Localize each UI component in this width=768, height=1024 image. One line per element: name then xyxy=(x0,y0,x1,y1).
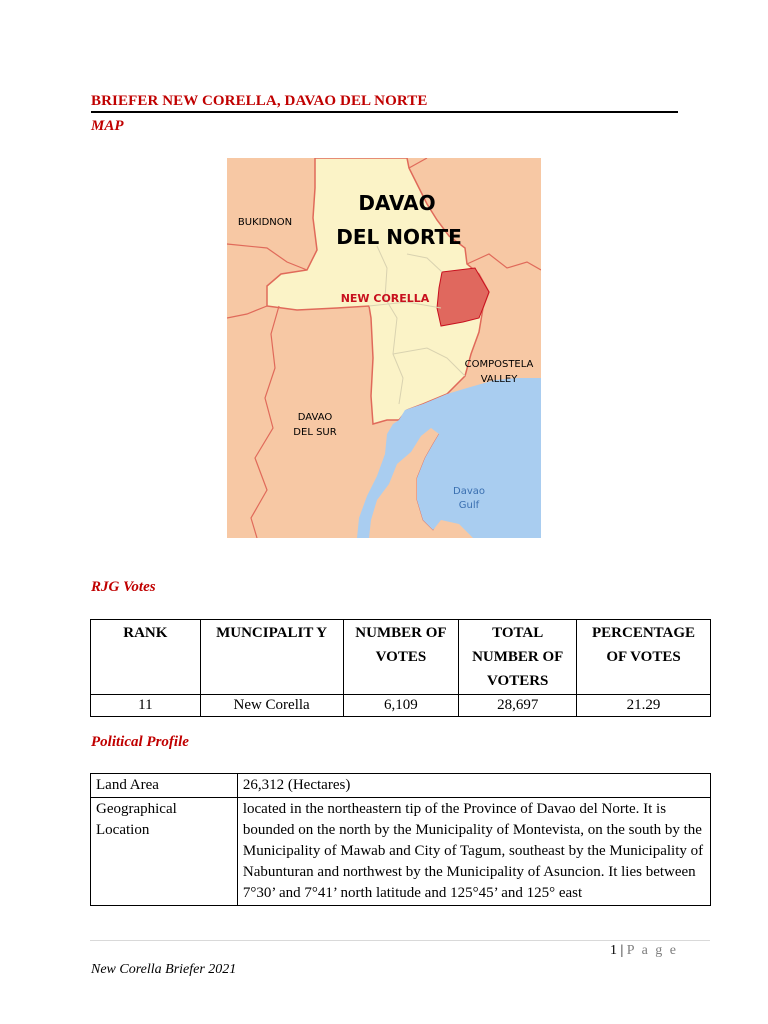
header-percentage: PERCENTAGE OF VOTES xyxy=(577,620,711,695)
map-label-new-corella: NEW CORELLA xyxy=(340,292,430,305)
profile-label-land-area: Land Area xyxy=(91,774,238,798)
cell-percentage: 21.29 xyxy=(577,695,711,717)
votes-table xyxy=(90,619,711,717)
page-number xyxy=(610,943,678,959)
profile-value-land-area: 26,312 (Hectares) xyxy=(237,774,710,798)
map-label-davao-sur-2: DEL SUR xyxy=(293,427,337,438)
votes-header-row xyxy=(91,620,711,695)
profile-heading: Political Profile xyxy=(91,734,189,750)
map-heading: MAP xyxy=(91,118,124,134)
map-label-compostela: COMPOSTELA xyxy=(464,359,534,370)
map-label-gulf-2: Gulf xyxy=(458,500,480,511)
map-label-gulf-1: Davao xyxy=(453,486,485,497)
cell-municipality: New Corella xyxy=(200,695,343,717)
page-separator: | xyxy=(620,943,624,958)
map-label-davao: DAVAO xyxy=(358,191,436,215)
map-label-davao-sur-1: DAVAO xyxy=(297,412,333,423)
profile-label-location: Geographical Location xyxy=(91,798,238,906)
header-number-of-votes: NUMBER OF VOTES xyxy=(343,620,459,695)
cell-total-voters: 28,697 xyxy=(459,695,577,717)
header-total-voters: TOTAL NUMBER OF VOTERS xyxy=(459,620,577,695)
profile-value-location: located in the northeastern tip of the Province of Davao del Norte. It is bounded on the north by the Municipality of Montevista, on the south by the Municipality of Mawab and City of Tagum, southeast by the Municipality of Nabunturan and northwest by the Municipality of Asuncion. It lies between 7°30’ and 7°41’ north latitude and 125°45’ and 125° east xyxy=(237,798,710,906)
document-title: BRIEFER NEW CORELLA, DAVAO DEL NORTE xyxy=(91,93,678,113)
map-label-bukidnon: BUKIDNON xyxy=(237,217,293,228)
votes-heading: RJG Votes xyxy=(91,579,156,595)
page-number-value: 1 xyxy=(609,943,617,958)
province-map xyxy=(227,158,541,538)
header-municipality: MUNCIPALIT Y xyxy=(200,620,343,695)
map-label-valley: VALLEY xyxy=(480,374,518,385)
header-rank: RANK xyxy=(91,620,201,695)
table-row xyxy=(91,695,711,717)
table-row xyxy=(91,798,711,906)
cell-rank: 11 xyxy=(91,695,201,717)
footer-divider xyxy=(90,940,710,941)
profile-table xyxy=(90,773,711,906)
page-word: P a g e xyxy=(626,943,678,958)
table-row xyxy=(91,774,711,798)
cell-votes: 6,109 xyxy=(343,695,459,717)
footer-text: New Corella Briefer 2021 xyxy=(91,962,237,977)
map-label-del-norte: DEL NORTE xyxy=(336,225,462,249)
